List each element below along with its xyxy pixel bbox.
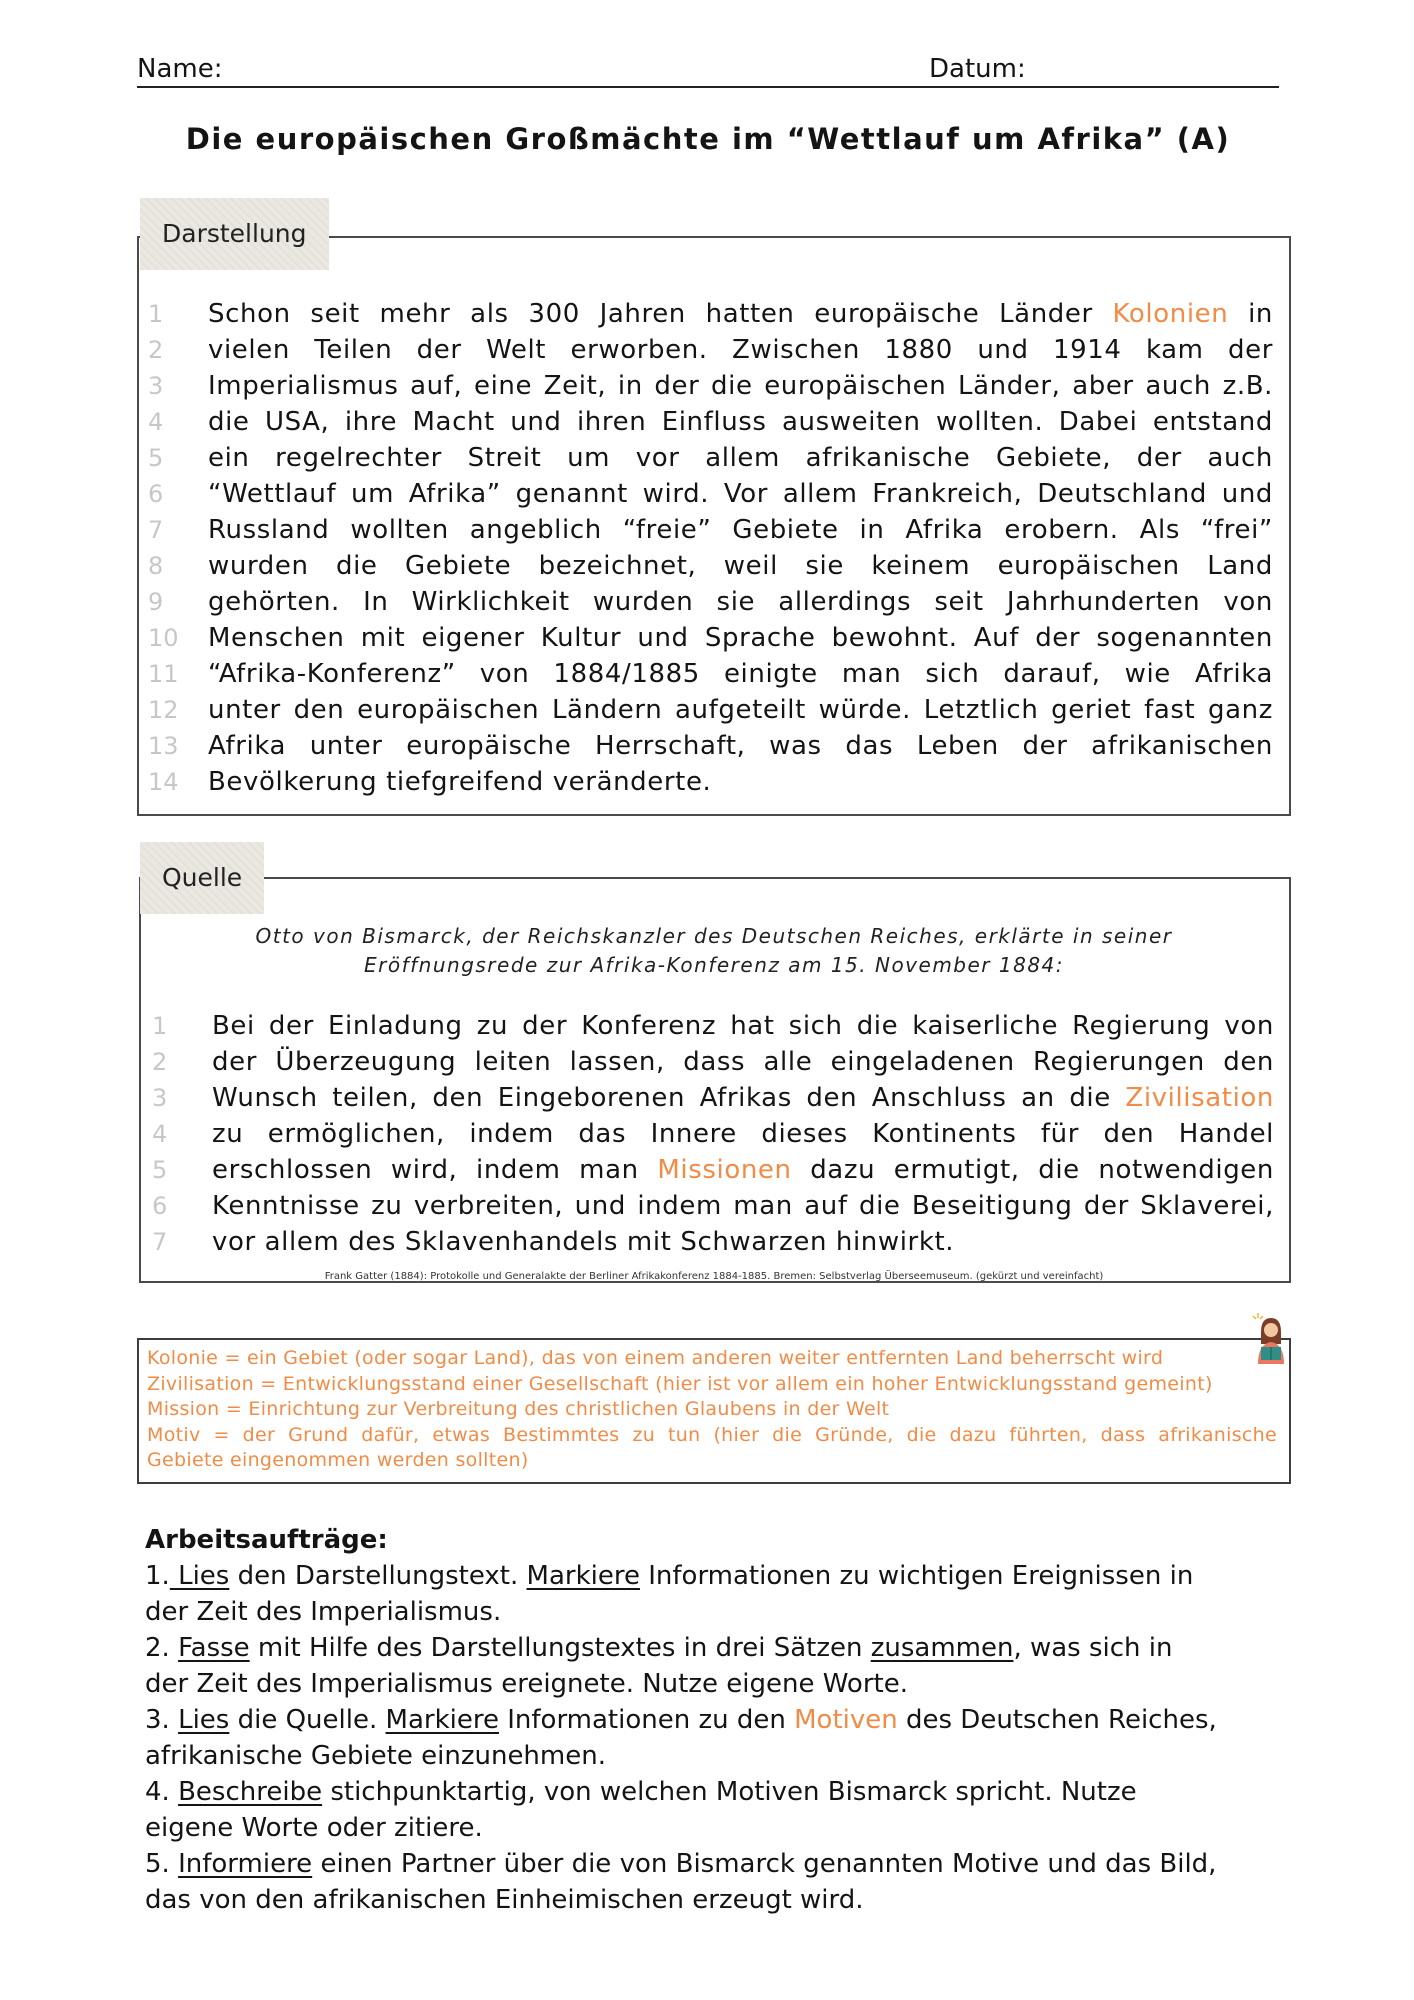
line-number: 10 — [148, 624, 179, 652]
darstellung-line — [148, 332, 1273, 368]
darstellung-line — [148, 368, 1273, 404]
darstellung-tag: Darstellung — [140, 198, 329, 270]
line-text: vor allem des Sklavenhandels mit Schwarzen hinwirkt. — [212, 1227, 955, 1257]
line-text: Imperialismus auf, eine Zeit, in der die europäischen Länder, aber auch z.B. — [208, 371, 1273, 401]
line-text: Bevölkerung tiefgreifend veränderte. — [208, 767, 712, 797]
glossary-entry: Mission = Einrichtung zur Verbreitung des christlichen Glaubens in der Welt — [147, 1398, 890, 1420]
line-text: Menschen mit eigener Kultur und Sprache bewohnt. Auf der sogenannten — [208, 623, 1273, 653]
line-text: Russland wollten angeblich “freie” Gebiete in Afrika erobern. Als “frei” — [208, 515, 1273, 545]
task-line: der Zeit des Imperialismus. — [145, 1597, 502, 1627]
quelle-line — [152, 1080, 1274, 1116]
glossary-entry: Zivilisation = Entwicklungsstand einer Gesellschaft (hier ist vor allem ein hoher Entwicklungsstand gemeint) — [147, 1372, 1213, 1395]
line-text: die USA, ihre Macht und ihren Einfluss ausweiten wollten. Dabei entstand — [208, 407, 1273, 437]
line-number: 13 — [148, 732, 179, 760]
darstellung-text — [148, 296, 1273, 800]
task-line: das von den afrikanischen Einheimischen erzeugt wird. — [145, 1885, 864, 1915]
line-number: 12 — [148, 696, 179, 724]
darstellung-line — [148, 548, 1273, 584]
line-number: 9 — [148, 588, 164, 616]
line-number: 3 — [152, 1084, 168, 1112]
underlined-verb: Markiere — [385, 1705, 499, 1735]
line-number: 8 — [148, 552, 164, 580]
darstellung-line — [148, 296, 1273, 332]
line-text: Schon seit mehr als 300 Jahren hatten europäische Länder Kolonien in — [208, 299, 1273, 329]
glossary-entry: Gebiete eingenommen werden sollten) — [147, 1449, 529, 1471]
line-number: 1 — [148, 300, 164, 328]
darstellung-line — [148, 692, 1273, 728]
quelle-intro-line-2: Eröffnungsrede zur Afrika-Konferenz am 15. November 1884: — [363, 953, 1065, 977]
darstellung-line — [148, 764, 1273, 800]
line-text: “Afrika-Konferenz” von 1884/1885 einigte man sich darauf, wie Afrika — [208, 659, 1273, 689]
underlined-verb: Informiere — [178, 1849, 313, 1879]
line-number: 3 — [148, 372, 164, 400]
darstellung-line — [148, 620, 1273, 656]
task-line: 3. Lies die Quelle. Markiere Informationen zu den Motiven des Deutschen Reiches, — [145, 1705, 1217, 1735]
darstellung-line — [148, 404, 1273, 440]
line-number: 1 — [152, 1012, 168, 1040]
name-label: Name: — [137, 54, 223, 84]
line-text: der Überzeugung leiten lassen, dass alle eingeladenen Regierungen den — [212, 1047, 1274, 1077]
task-line: afrikanische Gebiete einzunehmen. — [145, 1741, 606, 1771]
underlined-verb: Lies — [169, 1561, 230, 1591]
task-line: 5. Informiere einen Partner über die von Bismarck genannten Motive und das Bild, — [145, 1849, 1217, 1879]
quelle-line — [152, 1224, 1274, 1260]
reading-person-icon — [1250, 1310, 1290, 1364]
glossary-entry: Kolonie = ein Gebiet (oder sogar Land), das von einem anderen weiter entfernten Land beherrscht wird — [147, 1347, 1164, 1369]
quelle-intro-line-1: Otto von Bismarck, der Reichskanzler des Deutschen Reiches, erklärte in seiner — [255, 924, 1173, 948]
highlighted-term: Zivilisation — [1125, 1083, 1274, 1113]
task-line: 1. Lies den Darstellungstext. Markiere Informationen zu wichtigen Ereignissen in — [145, 1561, 1194, 1591]
highlighted-term: Missionen — [657, 1155, 792, 1185]
task-line: 4. Beschreibe stichpunktartig, von welchen Motiven Bismarck spricht. Nutze — [145, 1777, 1137, 1807]
glossary-box — [137, 1338, 1291, 1484]
quelle-line — [152, 1116, 1274, 1152]
quelle-line — [152, 1188, 1274, 1224]
line-number: 5 — [152, 1156, 168, 1184]
line-number: 2 — [152, 1048, 168, 1076]
line-number: 2 — [148, 336, 164, 364]
glossary-entry: Motiv = der Grund dafür, etwas Bestimmtes zu tun (hier die Gründe, die dazu führten, dass afrikanische — [147, 1423, 1277, 1446]
line-number: 4 — [148, 408, 164, 436]
worksheet-title: Die europäischen Großmächte im “Wettlauf um Afrika” (A) — [185, 122, 1231, 156]
underlined-verb: Markiere — [526, 1561, 640, 1591]
task-line: eigene Worte oder zitiere. — [145, 1813, 483, 1843]
line-number: 5 — [148, 444, 164, 472]
line-number: 6 — [152, 1192, 168, 1220]
line-text: “Wettlauf um Afrika” genannt wird. Vor allem Frankreich, Deutschland und — [208, 479, 1273, 509]
highlighted-term: Kolonien — [1112, 299, 1229, 329]
darstellung-line — [148, 440, 1273, 476]
underlined-verb: Beschreibe — [178, 1777, 323, 1807]
line-number: 11 — [148, 660, 179, 688]
highlighted-term: Motiven — [794, 1705, 898, 1735]
darstellung-line — [148, 656, 1273, 692]
line-number: 7 — [148, 516, 164, 544]
line-text: erschlossen wird, indem man Missionen dazu ermutigt, die notwendigen — [212, 1155, 1274, 1185]
line-text: unter den europäischen Ländern aufgeteilt würde. Letztlich geriet fast ganz — [208, 695, 1273, 725]
quelle-line — [152, 1008, 1274, 1044]
date-label: Datum: — [929, 54, 1026, 84]
line-text: Kenntnisse zu verbreiten, und indem man auf die Beseitigung der Sklaverei, — [212, 1191, 1274, 1221]
darstellung-line — [148, 584, 1273, 620]
quelle-text — [152, 1008, 1274, 1260]
underlined-verb: Lies — [178, 1705, 230, 1735]
line-text: gehörten. In Wirklichkeit wurden sie allerdings seit Jahrhunderten von — [208, 587, 1273, 617]
darstellung-line — [148, 728, 1273, 764]
quelle-line — [152, 1044, 1274, 1080]
line-text: vielen Teilen der Welt erworben. Zwischen 1880 und 1914 kam der — [208, 335, 1273, 365]
task-line: 2. Fasse mit Hilfe des Darstellungstextes in drei Sätzen zusammen, was sich in — [145, 1633, 1173, 1663]
source-citation: Frank Gatter (1884): Protokolle und Generalakte der Berliner Afrikakonferenz 1884-1885. Bremen: Selbstverlag Überseemuseum. (gekürzt und vereinfacht) — [324, 1271, 1104, 1282]
line-number: 14 — [148, 768, 179, 796]
darstellung-line — [148, 476, 1273, 512]
line-number: 4 — [152, 1120, 168, 1148]
line-text: Wunsch teilen, den Eingeborenen Afrikas den Anschluss an die Zivilisation — [212, 1083, 1274, 1113]
line-text: zu ermöglichen, indem das Innere dieses Kontinents für den Handel — [212, 1119, 1274, 1149]
tasks-heading: Arbeitsaufträge: — [145, 1525, 388, 1555]
underlined-verb: Fasse — [178, 1633, 250, 1663]
task-line: der Zeit des Imperialismus ereignete. Nutze eigene Worte. — [145, 1669, 908, 1699]
darstellung-line — [148, 512, 1273, 548]
underlined-verb: zusammen — [870, 1633, 1014, 1663]
task-list — [145, 1522, 1285, 1918]
line-text: ein regelrechter Streit um vor allem afrikanische Gebiete, der auch — [208, 443, 1273, 473]
header-row — [137, 52, 1279, 88]
line-number: 6 — [148, 480, 164, 508]
line-number: 7 — [152, 1228, 168, 1256]
line-text: wurden die Gebiete bezeichnet, weil sie keinem europäischen Land — [208, 551, 1273, 581]
quelle-line — [152, 1152, 1274, 1188]
quelle-tag: Quelle — [140, 842, 264, 914]
line-text: Afrika unter europäische Herrschaft, was das Leben der afrikanischen — [208, 731, 1273, 761]
line-text: Bei der Einladung zu der Konferenz hat sich die kaiserliche Regierung von — [212, 1011, 1274, 1041]
